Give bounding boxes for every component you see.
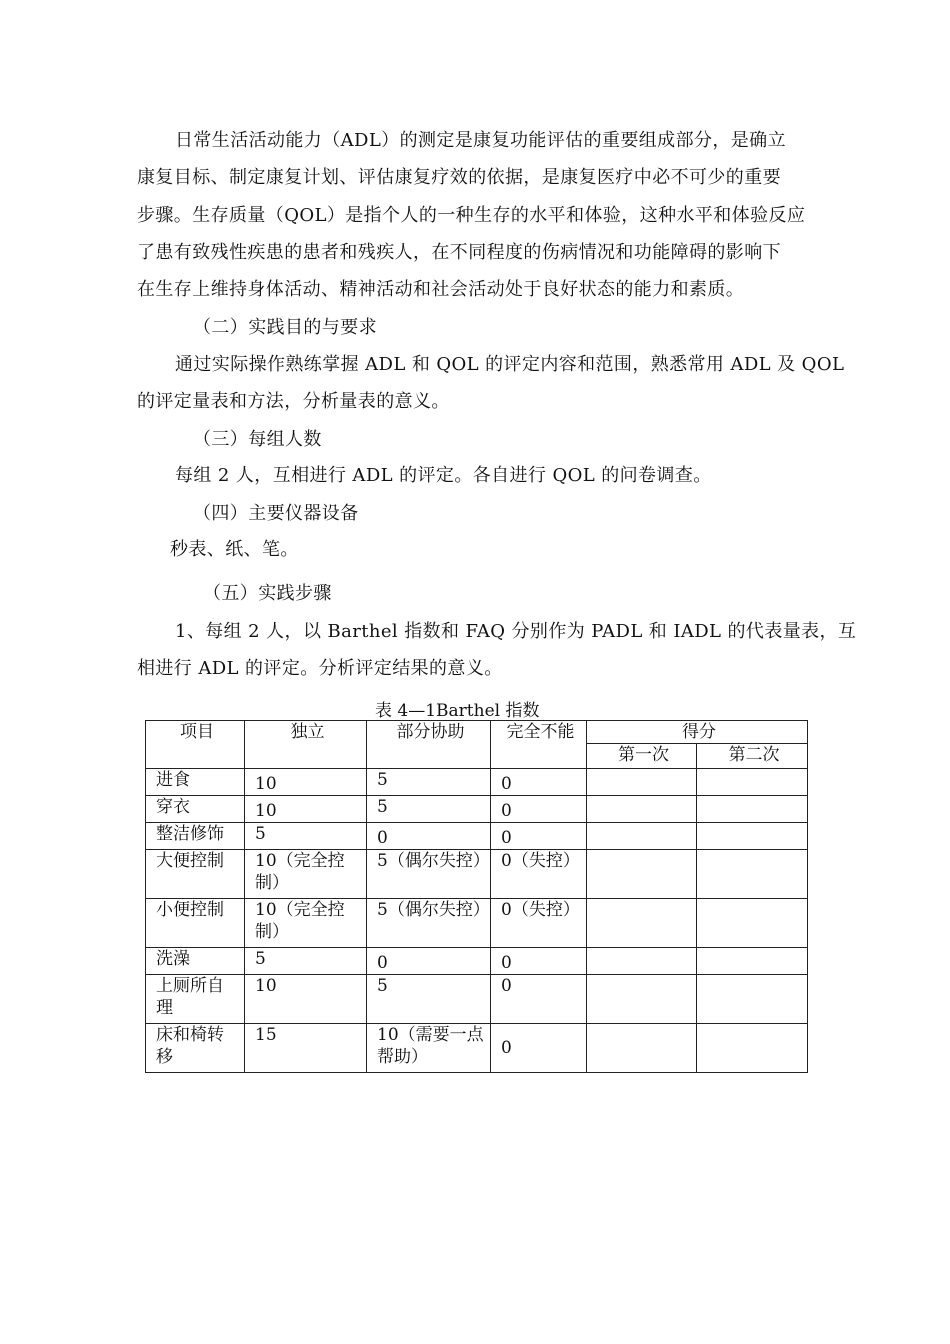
section-heading: （二）实践目的与要求 — [193, 317, 377, 338]
table-row — [146, 850, 808, 899]
cell-unable: 0 — [491, 1024, 587, 1073]
table-row — [146, 1024, 808, 1073]
cell-item: 整洁修饰 — [146, 823, 245, 850]
cell-item: 洗澡 — [146, 948, 245, 975]
cell-item: 床和椅转移 — [146, 1024, 245, 1073]
cell-unable: 0（失控） — [491, 899, 587, 948]
cell-partial: 5 — [367, 796, 491, 823]
cell-partial: 0 — [367, 948, 491, 975]
cell-first-score — [587, 899, 697, 948]
cell-first-score — [587, 975, 697, 1024]
paragraph-line: 了患有致残性疾患的患者和残疾人，在不同程度的伤病情况和功能障碍的影响下 — [137, 242, 781, 263]
paragraph-line: 通过实际操作熟练掌握 ADL 和 QOL 的评定内容和范围，熟悉常用 ADL 及 QOL — [175, 354, 845, 375]
cell-independent: 5 — [245, 823, 367, 850]
cell-second-score — [697, 796, 808, 823]
cell-independent: 10 — [245, 975, 367, 1024]
table-row — [146, 769, 808, 796]
cell-partial: 5（偶尔失控） — [367, 850, 491, 899]
cell-independent: 15 — [245, 1024, 367, 1073]
cell-item: 小便控制 — [146, 899, 245, 948]
section-heading: （五）实践步骤 — [203, 583, 332, 604]
header-score: 得分 — [587, 721, 808, 744]
section-heading: （三）每组人数 — [193, 429, 322, 450]
cell-second-score — [697, 975, 808, 1024]
cell-item: 大便控制 — [146, 850, 245, 899]
cell-first-score — [587, 948, 697, 975]
cell-second-score — [697, 850, 808, 899]
header-first: 第一次 — [587, 744, 697, 769]
cell-unable: 0 — [491, 975, 587, 1024]
cell-second-score — [697, 948, 808, 975]
paragraph-line: 步骤。生存质量（QOL）是指个人的一种生存的水平和体验，这种水平和体验反应 — [137, 205, 806, 226]
barthel-table — [145, 720, 808, 1073]
cell-independent: 10 — [245, 796, 367, 823]
cell-partial: 0 — [367, 823, 491, 850]
cell-independent: 5 — [245, 948, 367, 975]
table-row — [146, 948, 808, 975]
cell-first-score — [587, 796, 697, 823]
cell-independent: 10 — [245, 769, 367, 796]
cell-item: 穿衣 — [146, 796, 245, 823]
paragraph-line: 1、每组 2 人，以 Barthel 指数和 FAQ 分别作为 PADL 和 IADL 的代表量表，互 — [175, 621, 857, 642]
paragraph-line: 在生存上维持身体活动、精神活动和社会活动处于良好状态的能力和素质。 — [137, 279, 745, 300]
paragraph-line: 相进行 ADL 的评定。分析评定结果的意义。 — [137, 658, 503, 679]
cell-first-score — [587, 850, 697, 899]
cell-unable: 0 — [491, 796, 587, 823]
section-heading: （四）主要仪器设备 — [193, 503, 359, 524]
cell-partial: 5（偶尔失控） — [367, 899, 491, 948]
cell-second-score — [697, 899, 808, 948]
cell-first-score — [587, 823, 697, 850]
cell-partial: 5 — [367, 975, 491, 1024]
cell-unable: 0 — [491, 948, 587, 975]
cell-second-score — [697, 823, 808, 850]
table-header-row — [146, 721, 808, 744]
cell-independent: 10（完全控制） — [245, 899, 367, 948]
table-row — [146, 796, 808, 823]
header-independent: 独立 — [245, 721, 367, 769]
paragraph-line: 康复目标、制定康复计划、评估康复疗效的依据，是康复医疗中必不可少的重要 — [137, 167, 781, 188]
table-caption: 表 4—1Barthel 指数 — [375, 701, 540, 721]
paragraph-line: 日常生活活动能力（ADL）的测定是康复功能评估的重要组成部分，是确立 — [175, 130, 786, 151]
header-unable: 完全不能 — [491, 721, 587, 769]
paragraph-line: 秒表、纸、笔。 — [170, 539, 299, 560]
cell-second-score — [697, 1024, 808, 1073]
table-row — [146, 899, 808, 948]
header-item: 项目 — [146, 721, 245, 769]
cell-first-score — [587, 769, 697, 796]
paragraph-line: 的评定量表和方法，分析量表的意义。 — [137, 391, 450, 412]
cell-unable: 0（失控） — [491, 850, 587, 899]
cell-second-score — [697, 769, 808, 796]
cell-item: 上厕所自理 — [146, 975, 245, 1024]
cell-unable: 0 — [491, 823, 587, 850]
table-row — [146, 975, 808, 1024]
cell-unable: 0 — [491, 769, 587, 796]
cell-partial: 5 — [367, 769, 491, 796]
cell-independent: 10（完全控制） — [245, 850, 367, 899]
cell-partial: 10（需要一点帮助） — [367, 1024, 491, 1073]
paragraph-line: 每组 2 人，互相进行 ADL 的评定。各自进行 QOL 的问卷调查。 — [175, 465, 712, 486]
table-row — [146, 823, 808, 850]
header-second: 第二次 — [697, 744, 808, 769]
cell-first-score — [587, 1024, 697, 1073]
cell-item: 进食 — [146, 769, 245, 796]
header-partial: 部分协助 — [367, 721, 491, 769]
